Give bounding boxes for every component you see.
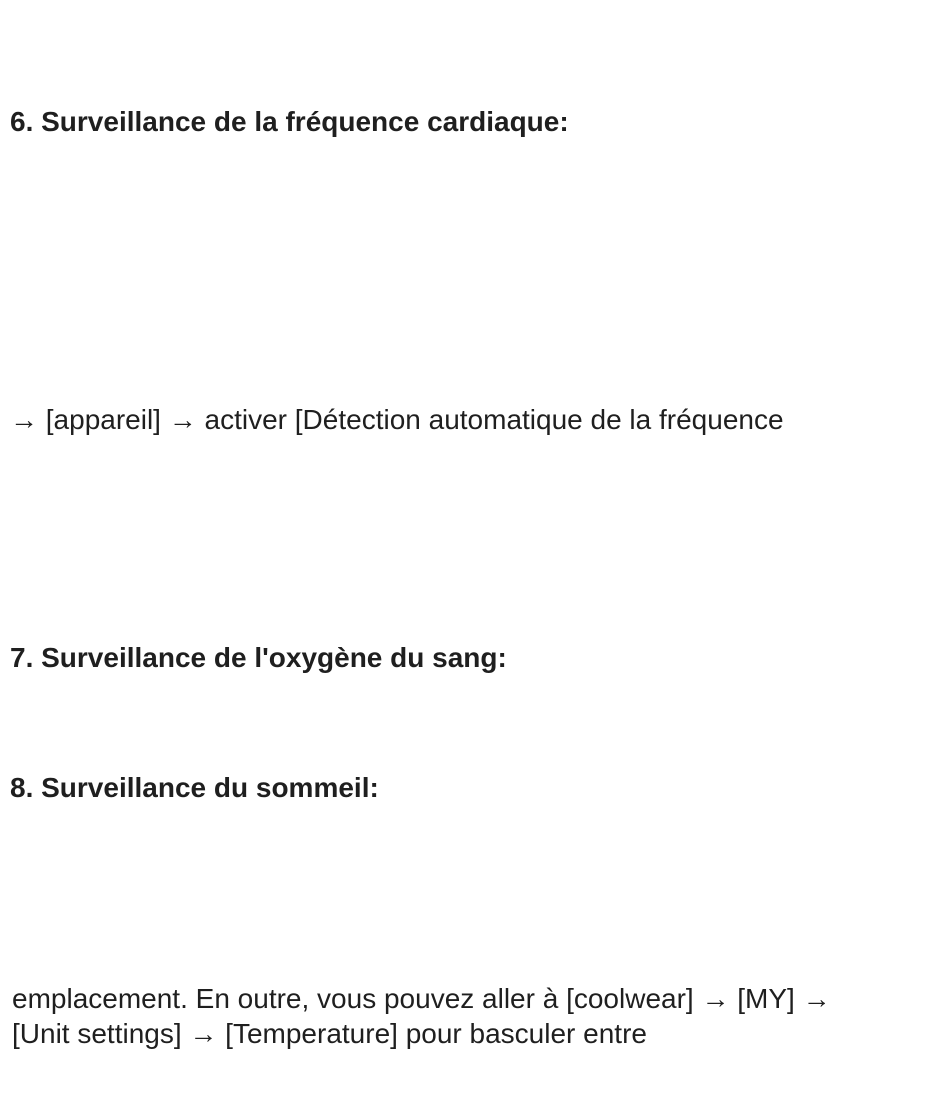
section-8-text-line-2: [Unit settings] → [Temperature] pour basculer entre — [12, 1018, 647, 1049]
section-8-text-line-1: emplacement. En outre, vous pouvez aller à [coolwear] → [MY] → — [12, 983, 831, 1014]
section-8-heading: 8. Surveillance du sommeil: — [10, 772, 379, 803]
section-6-heading: 6. Surveillance de la fréquence cardiaque: — [10, 106, 569, 137]
section-7-heading: 7. Surveillance de l'oxygène du sang: — [10, 642, 507, 673]
section-6-instruction-text: → [appareil] → activer [Détection automatique de la fréquence — [10, 404, 784, 435]
